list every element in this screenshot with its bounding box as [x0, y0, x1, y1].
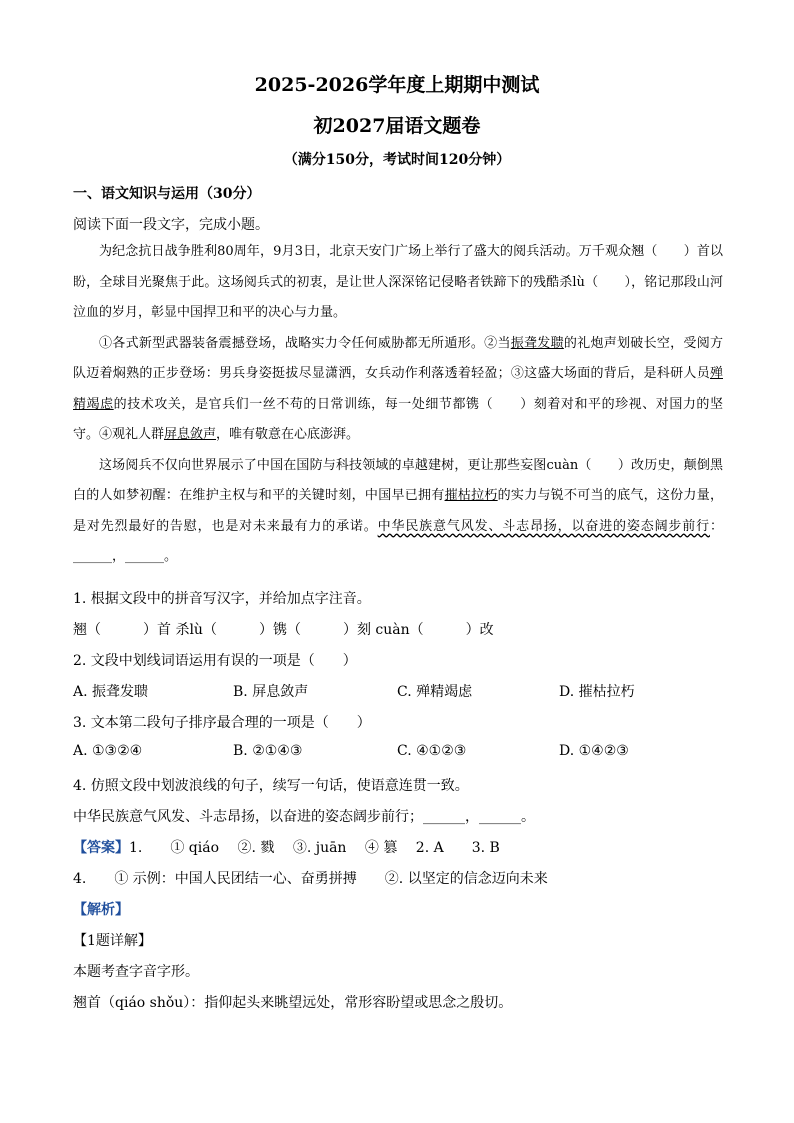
q2-option-a: A. 振聋发聩	[73, 684, 149, 700]
q2-option-c: C. 殚精竭虑	[397, 684, 473, 700]
answer-line-2: 4. ① 示例：中国人民团结一心、奋勇拼搏 ②. 以坚定的信念迈向未来	[73, 871, 548, 887]
wavy-underlined-sentence: 中华民族意气风发、斗志昂扬，以奋进的姿态阔步前行	[377, 518, 710, 534]
question-4-prompt: 中华民族意气风发、斗志昂扬，以奋进的姿态阔步前行；______，______。	[73, 809, 535, 825]
exam-info: （满分150分，考试时间120分钟）	[283, 152, 511, 168]
analysis-text: 本题考查字音字形。	[73, 964, 199, 980]
q2-option-b: B. 屏息敛声	[233, 684, 309, 700]
analysis-label: 【解析】	[73, 902, 129, 918]
underlined-phrase: 摧枯拉朽	[444, 488, 498, 503]
question-1: 1. 根据文段中的拼音写汉字，并给加点字注音。	[73, 591, 371, 607]
passage-paragraph-2	[73, 329, 723, 451]
passage-paragraph-1: 为纪念抗日战争胜利80周年，9月3日，北京天安门广场上举行了盛大的阅兵活动。万千观众翘（ ）首以盼，全球目光聚焦于此。这场阅兵式的初衷，是让世人深深铭记侵略者铁蹄下的残酷杀lù（ ），铭记那段山河泣血的岁月，彰显中国捍卫和平的决心与力量。	[73, 244, 723, 320]
section-heading: 一、语文知识与运用（30分）	[73, 186, 261, 202]
answer-label: 【答案】	[73, 840, 129, 856]
passage-text: ①各式新型武器装备震撼登场，战略实力令任何威胁都无所遁形。②当	[99, 335, 511, 351]
question-3: 3. 文本第二段句子排序最合理的一项是（ ）	[73, 715, 371, 731]
passage-text: 的礼炮声划破长空，受阅方队迈着焖熟的正步登场：男兵身姿挺拔尽显潇洒，女兵动作利落透着轻盈；③这盛大场面的背后，是科研人员	[73, 335, 723, 381]
analysis-subheading: 【1题详解】	[73, 933, 152, 949]
reading-passage	[73, 237, 723, 573]
passage-text: 这场阅兵不仅向世界展示了中国在国防与科技领域的卓越建树，更让那些妄图cuàn（ ）改历史，颠倒黑白的人如梦初醒：在维护主权与和平的关键时刻，中国早已拥有	[73, 457, 723, 503]
q3-option-c: C. ④①②③	[397, 743, 467, 759]
passage-text: ：______，______。	[73, 518, 723, 564]
answer-text: 1. ① qiáo ②. 戮 ③. juān ④ 篡 2. A 3. B	[129, 840, 500, 856]
passage-text: 的技术攻关，是官兵们一丝不苟的日常训练，每一处细节都镌（ ）刻着对和平的珍视、对国力的坚守。④观礼人群	[73, 396, 723, 442]
underlined-phrase: 屏息敛声	[164, 427, 217, 442]
reading-instruction: 阅读下面一段文字，完成小题。	[73, 217, 269, 233]
underlined-phrase: 殚精竭虑	[73, 366, 723, 412]
passage-text: 的实力与锐不可当的底气，这份力量，是对先烈最好的告慰，也是对未来最有力的承诺。	[73, 488, 723, 534]
underlined-phrase: 振聋发聩	[510, 335, 564, 351]
q3-option-b: B. ②①④③	[233, 743, 303, 759]
exam-subtitle: 初2027届语文题卷	[313, 115, 481, 137]
passage-paragraph-3	[73, 451, 723, 573]
passage-text: ，唯有敬意在心底澎湃。	[216, 427, 360, 442]
exam-title: 2025-2026学年度上期期中测试	[254, 74, 540, 96]
answer-line-1	[73, 837, 500, 857]
q3-option-a: A. ①③②④	[73, 743, 143, 759]
question-1-blanks: 翘（ ）首 杀lù（ ）镌（ ）刻 cuàn（ ）改	[73, 622, 494, 638]
question-2: 2. 文段中划线词语运用有误的一项是（ ）	[73, 653, 357, 669]
q2-option-d: D. 摧枯拉朽	[559, 684, 635, 700]
question-4: 4. 仿照文段中划波浪线的句子，续写一句话，使语意连贯一致。	[73, 778, 469, 794]
analysis-text: 翘首（qiáo shǒu）：指仰起头来眺望远处，常形容盼望或思念之殷切。	[73, 995, 513, 1011]
q3-option-d: D. ①④②③	[559, 743, 629, 759]
